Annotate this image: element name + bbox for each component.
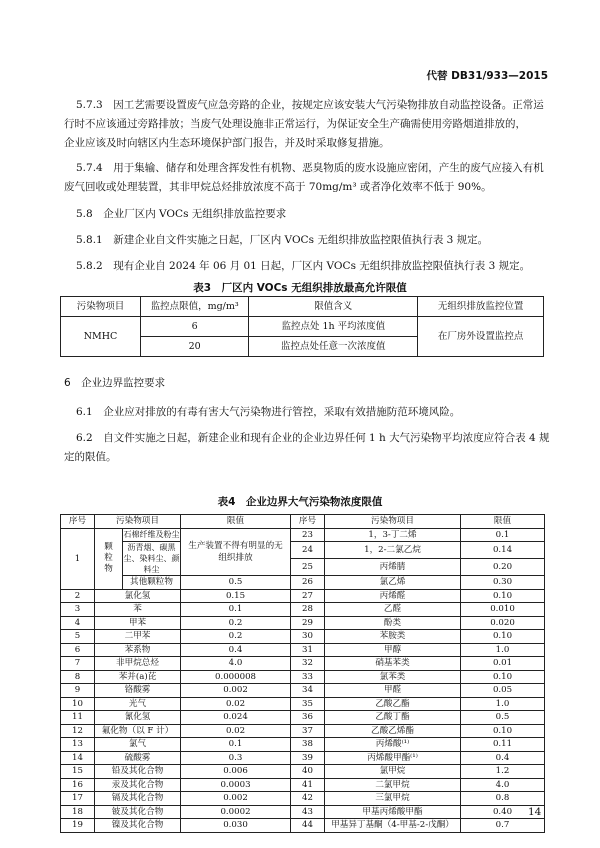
table4-right-name: 硝基苯类 (325, 657, 461, 671)
table4-right-no: 44 (291, 819, 325, 833)
table4-left-value: 0.006 (181, 765, 291, 779)
para-582: 5.8.2 现有企业自 2024 年 06 月 01 日起，厂区内 VOCs 无组织排放监控限值执行表 3 规定。 (76, 260, 531, 272)
table4-group1-note: 生产装置不得有明显的无组织排放 (181, 528, 291, 576)
table4-right-name: 1，3-丁二烯 (325, 528, 461, 542)
table4-left-value: 0.02 (181, 724, 291, 738)
table-row (61, 630, 545, 644)
table4-left-name: 铬酸雾 (95, 684, 181, 698)
table4-left-value: 0.002 (181, 792, 291, 806)
table4-left-name: 非甲烷总烃 (95, 657, 181, 671)
table3 (60, 296, 544, 357)
table4-right-value: 0.1 (461, 528, 545, 542)
table4-left-value: 0.2 (181, 630, 291, 644)
table4-left-name: 氟化物（以 F 计） (95, 724, 181, 738)
table4-right-no: 34 (291, 684, 325, 698)
table4-left-value: 0.030 (181, 819, 291, 833)
table4-right-no: 25 (291, 559, 325, 576)
table4-left-no: 14 (61, 751, 95, 765)
table4-left-value: 0.024 (181, 711, 291, 725)
table4-right-value: 0.20 (461, 559, 545, 576)
table4-left-no: 6 (61, 643, 95, 657)
table-row (61, 603, 545, 617)
table4-header-pollutant: 污染物项目 (325, 515, 461, 529)
table4-right-no: 33 (291, 670, 325, 684)
table4-left-value: 4.0 (181, 657, 291, 671)
table4-right-name: 丙烯酸⁽¹⁾ (325, 738, 461, 752)
table4-right-value: 0.4 (461, 751, 545, 765)
table4-left-no: 10 (61, 697, 95, 711)
table4-right-no: 23 (291, 528, 325, 542)
table4-right-no: 30 (291, 630, 325, 644)
table4-left-value: 0.4 (181, 643, 291, 657)
table4-group1-sub3-value: 0.5 (181, 576, 291, 590)
table4-left-no: 18 (61, 805, 95, 819)
table4-right-value: 0.11 (461, 738, 545, 752)
table4-left-name: 光气 (95, 697, 181, 711)
table4-right-no: 35 (291, 697, 325, 711)
para-61: 6.1 企业应对排放的有毒有害大气污染物进行管控，采取有效措施防范环境风险。 (76, 406, 461, 418)
table4-right-name: 丙烯醛 (325, 589, 461, 603)
table4-right-no: 32 (291, 657, 325, 671)
table4-left-name: 氯气 (95, 738, 181, 752)
table4-right-name: 丙烯酸甲酯⁽¹⁾ (325, 751, 461, 765)
table4-right-no: 42 (291, 792, 325, 806)
table4-header-limit: 限值 (461, 515, 545, 529)
table4-left-value: 0.002 (181, 684, 291, 698)
table4-left-value: 0.000008 (181, 670, 291, 684)
section-58-heading: 5.8 企业厂区内 VOCs 无组织排放监控要求 (76, 208, 287, 220)
table4-right-value: 0.020 (461, 616, 545, 630)
table-row (61, 711, 545, 725)
table3-meaning: 监控点处 1h 平均浓度值 (249, 317, 418, 337)
table4-left-name: 苯并(a)芘 (95, 670, 181, 684)
table4-left-no: 5 (61, 630, 95, 644)
table4-left-no: 3 (61, 603, 95, 617)
table4-right-no: 26 (291, 576, 325, 590)
table4-right-value: 1.0 (461, 643, 545, 657)
table-row (61, 670, 545, 684)
table4-left-value: 0.1 (181, 603, 291, 617)
table4-left-value: 0.1 (181, 738, 291, 752)
table-row (61, 616, 545, 630)
table4-left-value: 0.2 (181, 616, 291, 630)
table4-left-value: 0.15 (181, 589, 291, 603)
table4-right-no: 39 (291, 751, 325, 765)
table4-left-name: 苯系物 (95, 643, 181, 657)
para-573-line-2: 行时不应该通过旁路排放；当废气处理设施非正常运行，为保证安全生产确需使用旁路烟道排放的， (64, 118, 526, 130)
table-row (61, 792, 545, 806)
para-574-line-2: 废气回收或处理装置，其非甲烷总烃排放浓度不高于 70mg/m³ 或者净化效率不低于 90%。 (64, 181, 492, 193)
table4-group1-label: 颗粒物 (95, 528, 123, 589)
table4-right-name: 三氯甲烷 (325, 792, 461, 806)
table4-left-name: 氰化氢 (95, 711, 181, 725)
table4-right-name: 1，2-二氯乙烷 (325, 542, 461, 559)
table4-group1-no: 1 (61, 528, 95, 589)
table4-right-name: 甲基丙烯酸甲酯 (325, 805, 461, 819)
table-row (61, 724, 545, 738)
table4-right-name: 氯乙烯 (325, 576, 461, 590)
table4-right-name: 二氯甲烷 (325, 778, 461, 792)
table4-right-value: 1.2 (461, 765, 545, 779)
table4-left-no: 7 (61, 657, 95, 671)
table3-value: 6 (140, 317, 248, 337)
table4-right-value: 1.0 (461, 697, 545, 711)
table3-location: 在厂房外设置监控点 (418, 317, 544, 357)
table3-pollutant: NMHC (61, 317, 141, 357)
table4-right-value: 0.8 (461, 792, 545, 806)
table4-right-name: 乙酸乙酯 (325, 697, 461, 711)
table4-left-no: 11 (61, 711, 95, 725)
table4-right-name: 氯苯类 (325, 670, 461, 684)
table4-body (61, 589, 545, 832)
table4-right-value: 0.05 (461, 684, 545, 698)
table4-right-value: 0.10 (461, 670, 545, 684)
table-row (61, 805, 545, 819)
para-62-line-2: 定的限值。 (64, 451, 117, 463)
table4-left-name: 甲苯 (95, 616, 181, 630)
table4-right-value: 4.0 (461, 778, 545, 792)
table-row (61, 819, 545, 833)
table4-left-name: 二甲苯 (95, 630, 181, 644)
table4-group1-sub3: 其他颗粒物 (123, 576, 181, 590)
table4-right-name: 乙醛 (325, 603, 461, 617)
table4-right-no: 27 (291, 589, 325, 603)
table4-left-name: 氯化氢 (95, 589, 181, 603)
table-row (61, 643, 545, 657)
table4-left-name: 铍及其化合物 (95, 805, 181, 819)
table4-right-no: 28 (291, 603, 325, 617)
table4-right-name: 甲基异丁基酮（4-甲基-2-戊酮） (325, 819, 461, 833)
table4-right-no: 36 (291, 711, 325, 725)
table4-right-no: 40 (291, 765, 325, 779)
table4-left-no: 15 (61, 765, 95, 779)
table4-header-pollutant: 污染物项目 (95, 515, 181, 529)
table4-header-no: 序号 (291, 515, 325, 529)
table4-group1-sub1: 石棉纤维及粉尘 (123, 528, 181, 542)
table4-right-name: 甲醛 (325, 684, 461, 698)
table4-left-value: 0.0003 (181, 778, 291, 792)
table4-group1-sub2: 沥青烟、碳黑尘、染料尘、颜料尘 (123, 543, 180, 574)
table4-right-value: 0.30 (461, 576, 545, 590)
table4-left-no: 4 (61, 616, 95, 630)
table3-value: 20 (140, 337, 248, 357)
table4-right-name: 乙酸丁酯 (325, 711, 461, 725)
table4-right-no: 43 (291, 805, 325, 819)
para-573-line-3: 企业应该及时向辖区内生态环境保护部门报告，并及时采取修复措施。 (64, 137, 390, 149)
table3-meaning: 监控点处任意一次浓度值 (249, 337, 418, 357)
table4-right-value: 0.5 (461, 711, 545, 725)
table3-header-meaning: 限值含义 (249, 297, 418, 317)
table4-caption: 表4 企业边界大气污染物浓度限值 (217, 496, 383, 508)
table4-left-name: 镍及其化合物 (95, 819, 181, 833)
table3-header-limit: 监控点限值，mg/m³ (140, 297, 248, 317)
table-row (61, 697, 545, 711)
table-row (61, 738, 545, 752)
table4-right-value: 0.01 (461, 657, 545, 671)
table4-header-limit: 限值 (181, 515, 291, 529)
table4-right-value: 0.10 (461, 589, 545, 603)
table4-right-name: 苯胺类 (325, 630, 461, 644)
table-row (61, 684, 545, 698)
table4-left-no: 17 (61, 792, 95, 806)
table4-right-name: 酚类 (325, 616, 461, 630)
table4-left-name: 镉及其化合物 (95, 792, 181, 806)
table-row (61, 657, 545, 671)
table4-right-value: 0.10 (461, 630, 545, 644)
table4-header-no: 序号 (61, 515, 95, 529)
table4-left-value: 0.0002 (181, 805, 291, 819)
table3-caption: 表3 厂区内 VOCs 无组织排放最高允许限值 (193, 282, 407, 294)
section-6-heading: 6 企业边界监控要求 (64, 377, 166, 389)
para-574-line-1: 5.7.4 用于集输、储存和处理含挥发性有机物、恶臭物质的废水设施应密闭，产生的废气应接入有机 (76, 162, 544, 174)
document-code-header: 代替 DB31/933—2015 (426, 70, 548, 82)
table4-left-no: 2 (61, 589, 95, 603)
table4-left-name: 硫酸雾 (95, 751, 181, 765)
table4-right-name: 甲醇 (325, 643, 461, 657)
table4-right-no: 41 (291, 778, 325, 792)
table4-right-value: 0.010 (461, 603, 545, 617)
para-573-line-1: 5.7.3 因工艺需要设置废气应急旁路的企业，按规定应该安装大气污染物排放自动监控设备。正常运 (76, 99, 544, 111)
table4-right-name: 乙酸乙烯酯 (325, 724, 461, 738)
table3-header-pollutant: 污染物项目 (61, 297, 141, 317)
table4-left-name: 苯 (95, 603, 181, 617)
table4-right-value: 0.10 (461, 724, 545, 738)
table4-left-value: 0.02 (181, 697, 291, 711)
table4-right-no: 31 (291, 643, 325, 657)
table4-left-name: 铅及其化合物 (95, 765, 181, 779)
table4-right-name: 丙烯腈 (325, 559, 461, 576)
table4-right-name: 氯甲烷 (325, 765, 461, 779)
table4-left-no: 9 (61, 684, 95, 698)
table-row (61, 765, 545, 779)
para-62-line-1: 6.2 自文件实施之日起，新建企业和现有企业的企业边界任何 1 h 大气污染物平均浓度应符合表 4 规 (76, 432, 550, 444)
table4-right-no: 24 (291, 542, 325, 559)
table4-right-no: 37 (291, 724, 325, 738)
table4 (60, 514, 545, 833)
table4-left-no: 19 (61, 819, 95, 833)
table-row (61, 751, 545, 765)
table-row (61, 778, 545, 792)
table4-left-value: 0.3 (181, 751, 291, 765)
page-number: 14 (528, 806, 542, 818)
table4-right-value: 0.40 (461, 805, 545, 819)
table4-left-no: 16 (61, 778, 95, 792)
table4-right-no: 29 (291, 616, 325, 630)
para-581: 5.8.1 新建企业自文件实施之日起，厂区内 VOCs 无组织排放监控限值执行表 3 规定。 (76, 234, 489, 246)
table4-left-no: 13 (61, 738, 95, 752)
table-row (61, 589, 545, 603)
table4-left-name: 汞及其化合物 (95, 778, 181, 792)
table4-right-value: 0.14 (461, 542, 545, 559)
table3-header-location: 无组织排放监控位置 (418, 297, 544, 317)
table4-right-no: 38 (291, 738, 325, 752)
table4-left-no: 8 (61, 670, 95, 684)
table4-right-value: 0.7 (461, 819, 545, 833)
table4-left-no: 12 (61, 724, 95, 738)
